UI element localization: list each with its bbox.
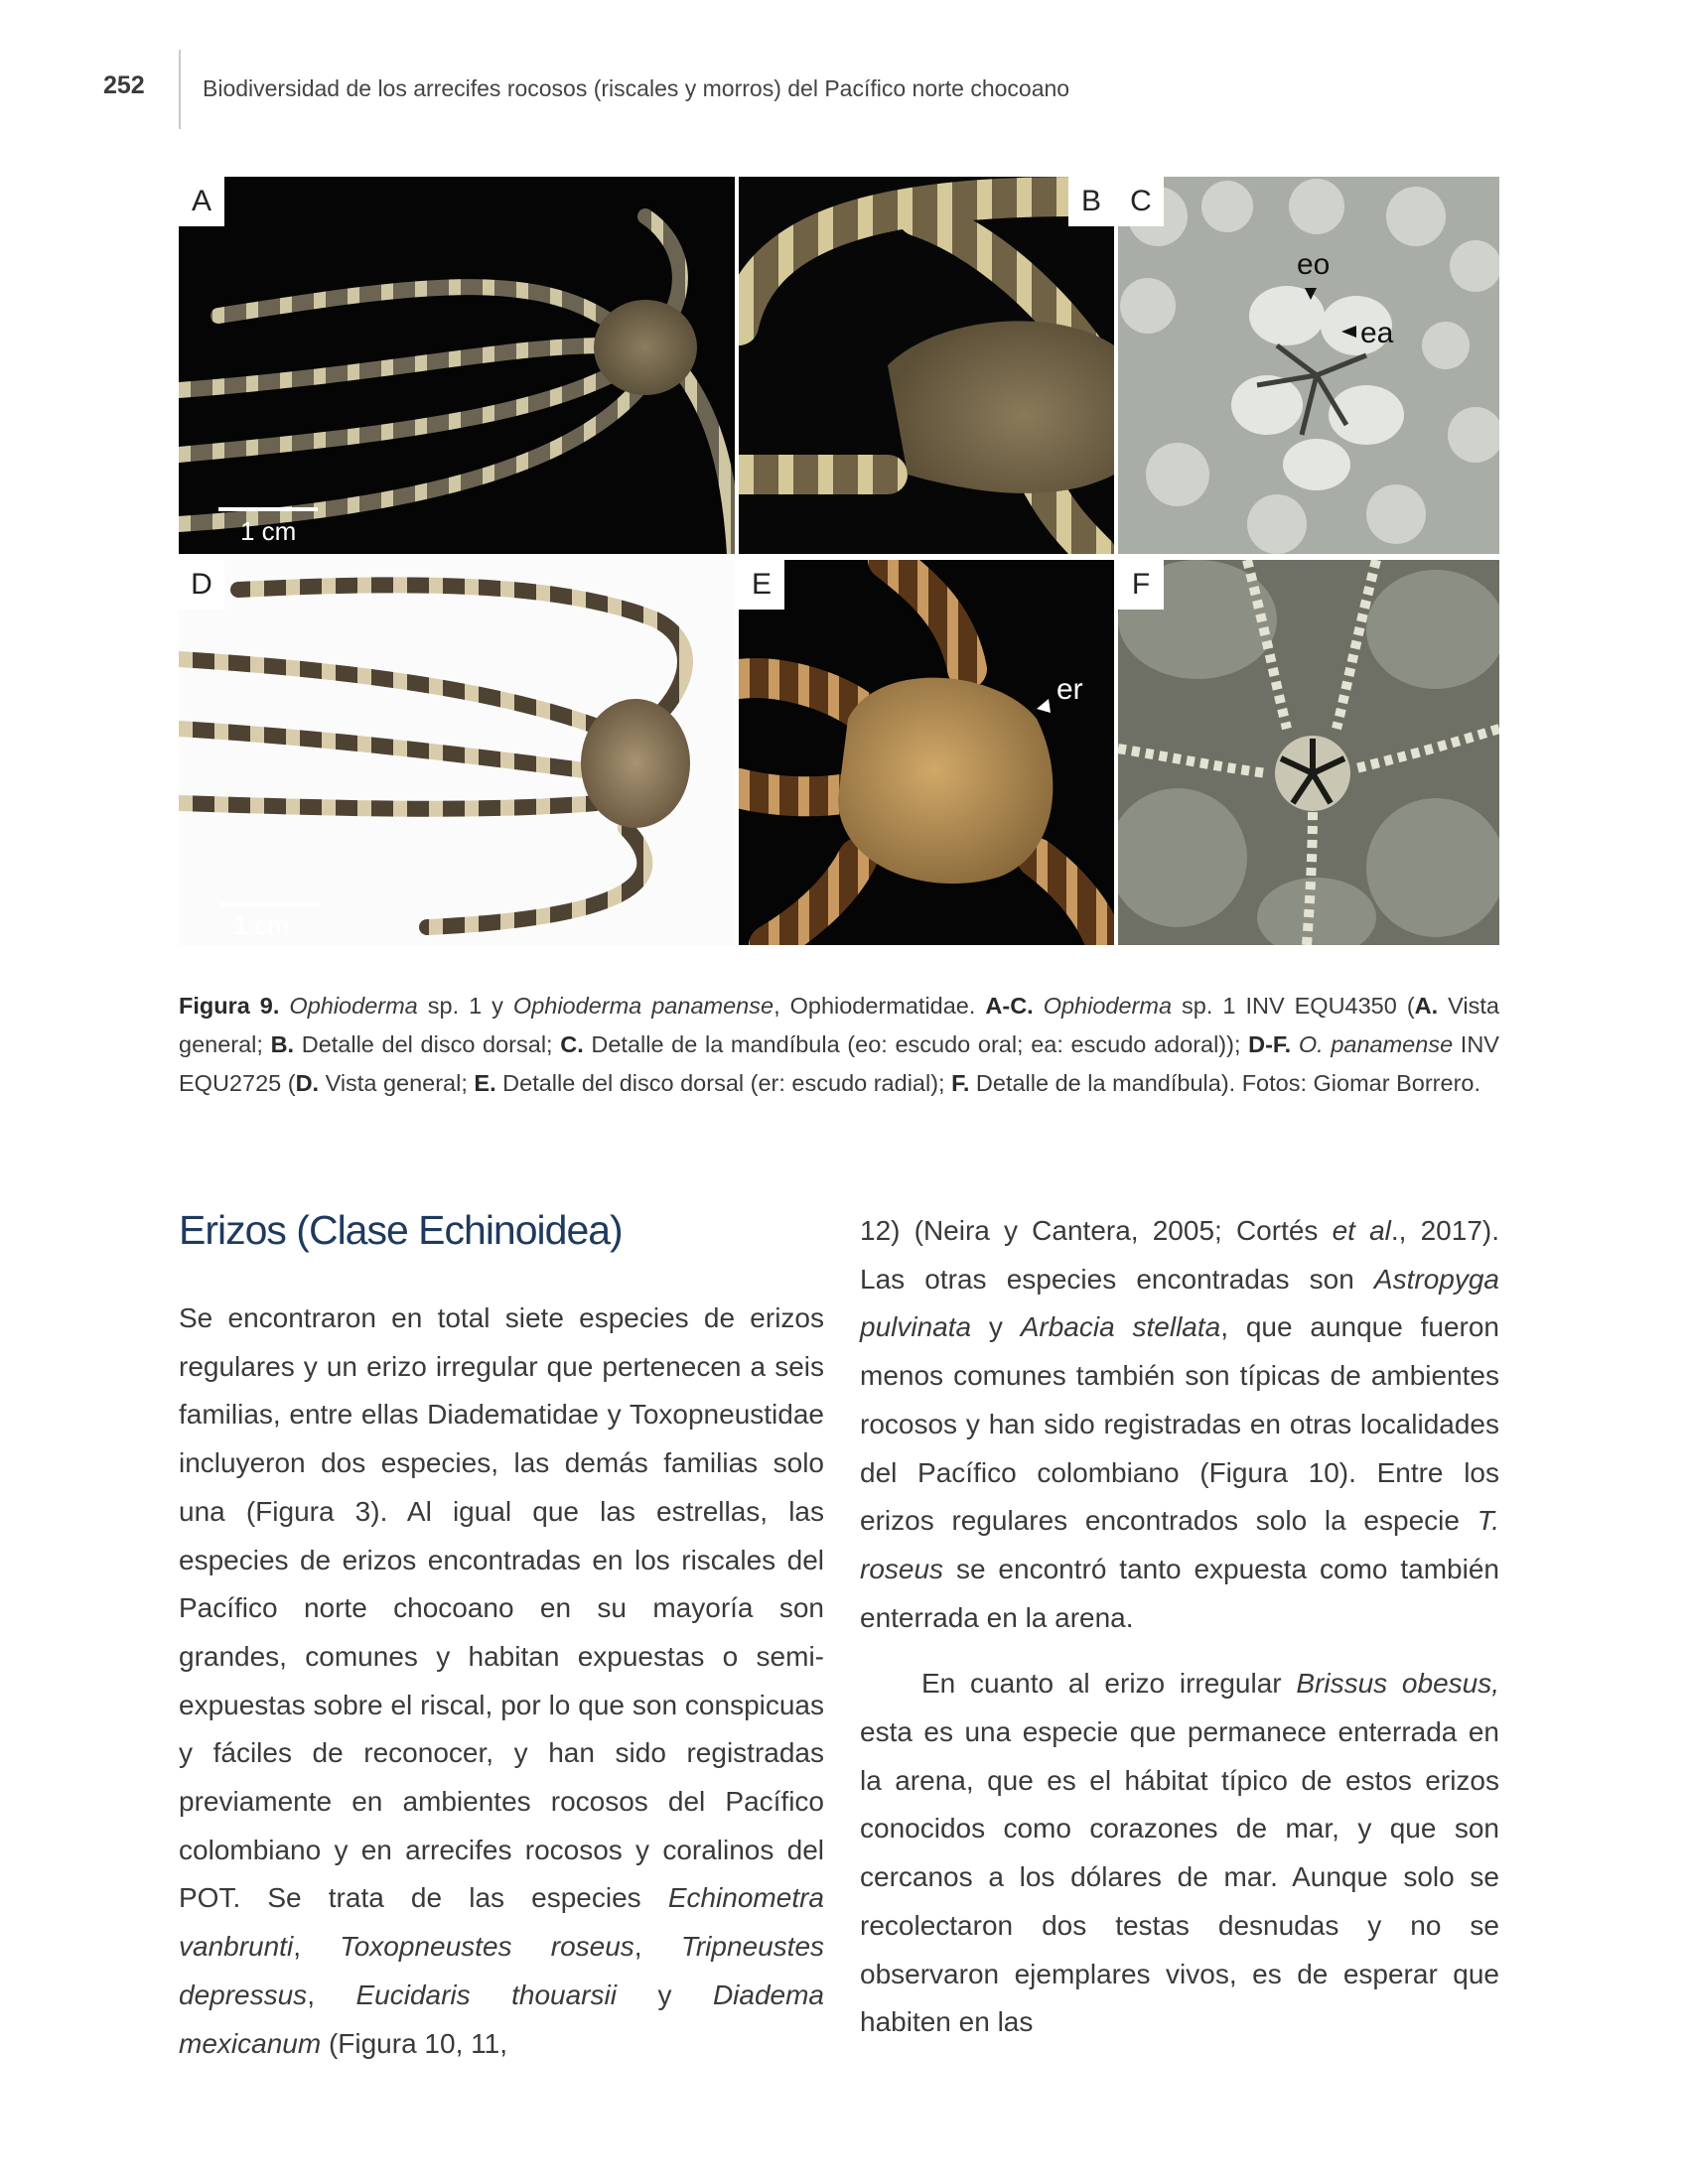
body-text: Se encontraron en total siete especies de erizos regulares y un erizo irregular que pertenecen a seis familias, entre ellas Diadematidae y Toxopneustidae incluyeron dos especies, las demás familias solo una (Figura 3). Al igual que las estrellas, las especies de erizos encontradas en los riscales del Pacífico norte chocoano en su mayoría son grandes, comunes y habitan expuestas o semi-expuestas sobre el riscal, por lo que son conspicuas y fáciles de reconocer, y han sido registradas previamente en ambientes rocosos del Pacífico colombiano y en arrecifes rocosos y coralinos del POT. Se trata de las especies bbox=[179, 1302, 824, 1914]
body-text: , bbox=[293, 1931, 341, 1963]
body-text: (Figura 10, 11, bbox=[321, 2027, 507, 2059]
species-name: Tripneustes depressus bbox=[179, 1931, 825, 2010]
caption-text: D-F. bbox=[1248, 1031, 1292, 1057]
body-text: 12) (Neira y Cantera, 2005; Cortés bbox=[860, 1215, 1333, 1246]
species-name: Eucidaris thouarsii bbox=[355, 1979, 617, 2010]
body-text: , bbox=[633, 1931, 681, 1963]
caption-text: Ophioderma bbox=[279, 993, 418, 1019]
panel-c-label-eo: eo bbox=[1297, 248, 1331, 281]
caption-text: Detalle de la mandíbula (eo: escudo oral; ea: escudo adoral)); bbox=[583, 1031, 1249, 1057]
panel-f-letter: F bbox=[1118, 560, 1164, 610]
species-name: Toxopneustes roseus bbox=[340, 1931, 634, 1963]
body-text: , bbox=[307, 1979, 356, 2010]
body-text: esta es una especie que permanece enterrada en la arena, que es el hábitat típico de estos erizos conocidos como corazones de mar, y que son cercanos a los dólares de mar. Aunque solo se recolectaron dos testas desnudas y no se observaron ejemplares vivos, es de esperar que habiten en las bbox=[860, 1716, 1499, 2038]
body-text: y bbox=[971, 1311, 1021, 1343]
species-name: Arbacia stellata bbox=[1020, 1311, 1221, 1343]
body-column-left bbox=[179, 1295, 824, 2068]
caption-text: Vista general; bbox=[179, 993, 1499, 1057]
paragraph bbox=[860, 1207, 1499, 1642]
caption-text: B. bbox=[270, 1031, 295, 1057]
panel-c-photo bbox=[1118, 177, 1499, 554]
panel-b-letter: B bbox=[1068, 177, 1114, 226]
panel-b-photo bbox=[739, 177, 1114, 554]
caption-text: Detalle de la mandíbula). Fotos: Giomar Borrero. bbox=[969, 1070, 1480, 1096]
body-text-italic: et al bbox=[1332, 1215, 1391, 1246]
panel-e-letter: E bbox=[739, 560, 784, 610]
species-name: T. roseus bbox=[860, 1505, 1499, 1584]
figure-caption bbox=[179, 987, 1499, 1103]
panel-e-photo bbox=[739, 560, 1114, 945]
body-text: y bbox=[616, 1979, 713, 2010]
caption-text: C. bbox=[560, 1031, 584, 1057]
body-text: se encontró tanto expuesta como también enterrada en la arena. bbox=[860, 1553, 1499, 1633]
caption-text: sp. 1 y bbox=[417, 993, 513, 1019]
caption-text: sp. 1 INV EQU4350 ( bbox=[1172, 993, 1415, 1019]
figure-9 bbox=[179, 177, 1499, 945]
panel-a-photo bbox=[179, 177, 735, 554]
body-column-right bbox=[860, 1207, 1499, 2047]
running-title: Biodiversidad de los arrecifes rocosos (riscales y morros) del Pacífico norte chocoano bbox=[203, 75, 1070, 101]
species-name: Brissus obesus, bbox=[1296, 1668, 1499, 1700]
panel-a-scale-label: 1 cm bbox=[240, 516, 297, 546]
caption-text: Detalle del disco dorsal (er: escudo radial); bbox=[495, 1070, 952, 1096]
caption-text: Ophioderma bbox=[1033, 993, 1173, 1019]
body-text: ., 2017). Las otras especies encontradas son bbox=[860, 1215, 1499, 1295]
page-number: 252 bbox=[103, 71, 145, 99]
caption-text: Vista general; bbox=[319, 1070, 475, 1096]
species-name: Astropyga pulvinata bbox=[860, 1263, 1499, 1343]
panel-f-photo bbox=[1118, 560, 1499, 945]
species-name: Echinometra vanbrunti bbox=[179, 1882, 824, 1963]
header-divider bbox=[179, 50, 181, 129]
paragraph bbox=[179, 1295, 824, 2068]
section-heading: Erizos (Clase Echinoidea) bbox=[179, 1207, 623, 1253]
caption-text: F. bbox=[951, 1070, 970, 1096]
caption-text: E. bbox=[474, 1070, 496, 1096]
body-text: , que aunque fueron menos comunes también son típicas de ambientes rocosos y han sido registradas en otras localidades del Pacífico colombiano (Figura 10). Entre los erizos regulares encontrados solo la especie bbox=[860, 1311, 1499, 1537]
caption-lead: Figura 9. bbox=[179, 993, 280, 1019]
panel-c-label-ea: ea bbox=[1360, 317, 1394, 349]
panel-d-photo bbox=[179, 560, 735, 945]
panel-c-letter: C bbox=[1118, 177, 1164, 226]
caption-text: INV EQU2725 ( bbox=[179, 1031, 1499, 1096]
caption-text: A. bbox=[1414, 993, 1439, 1019]
panel-d-scale-label: 1 cm bbox=[233, 910, 290, 940]
caption-text: , Ophiodermatidae. bbox=[774, 993, 986, 1019]
panel-a-letter: A bbox=[179, 177, 224, 226]
panel-e-label-er: er bbox=[1056, 673, 1083, 706]
body-text: En cuanto al erizo irregular bbox=[921, 1668, 1297, 1700]
caption-text: O. panamense bbox=[1291, 1031, 1454, 1057]
panel-d-letter: D bbox=[179, 560, 224, 610]
species-name: Diadema mexicanum bbox=[179, 1979, 824, 2059]
caption-text: Detalle del disco dorsal; bbox=[294, 1031, 561, 1057]
caption-text: A-C. bbox=[985, 993, 1034, 1019]
caption-text: Ophioderma panamense bbox=[512, 993, 774, 1019]
paragraph bbox=[860, 1660, 1499, 2047]
caption-text: D. bbox=[295, 1070, 320, 1096]
